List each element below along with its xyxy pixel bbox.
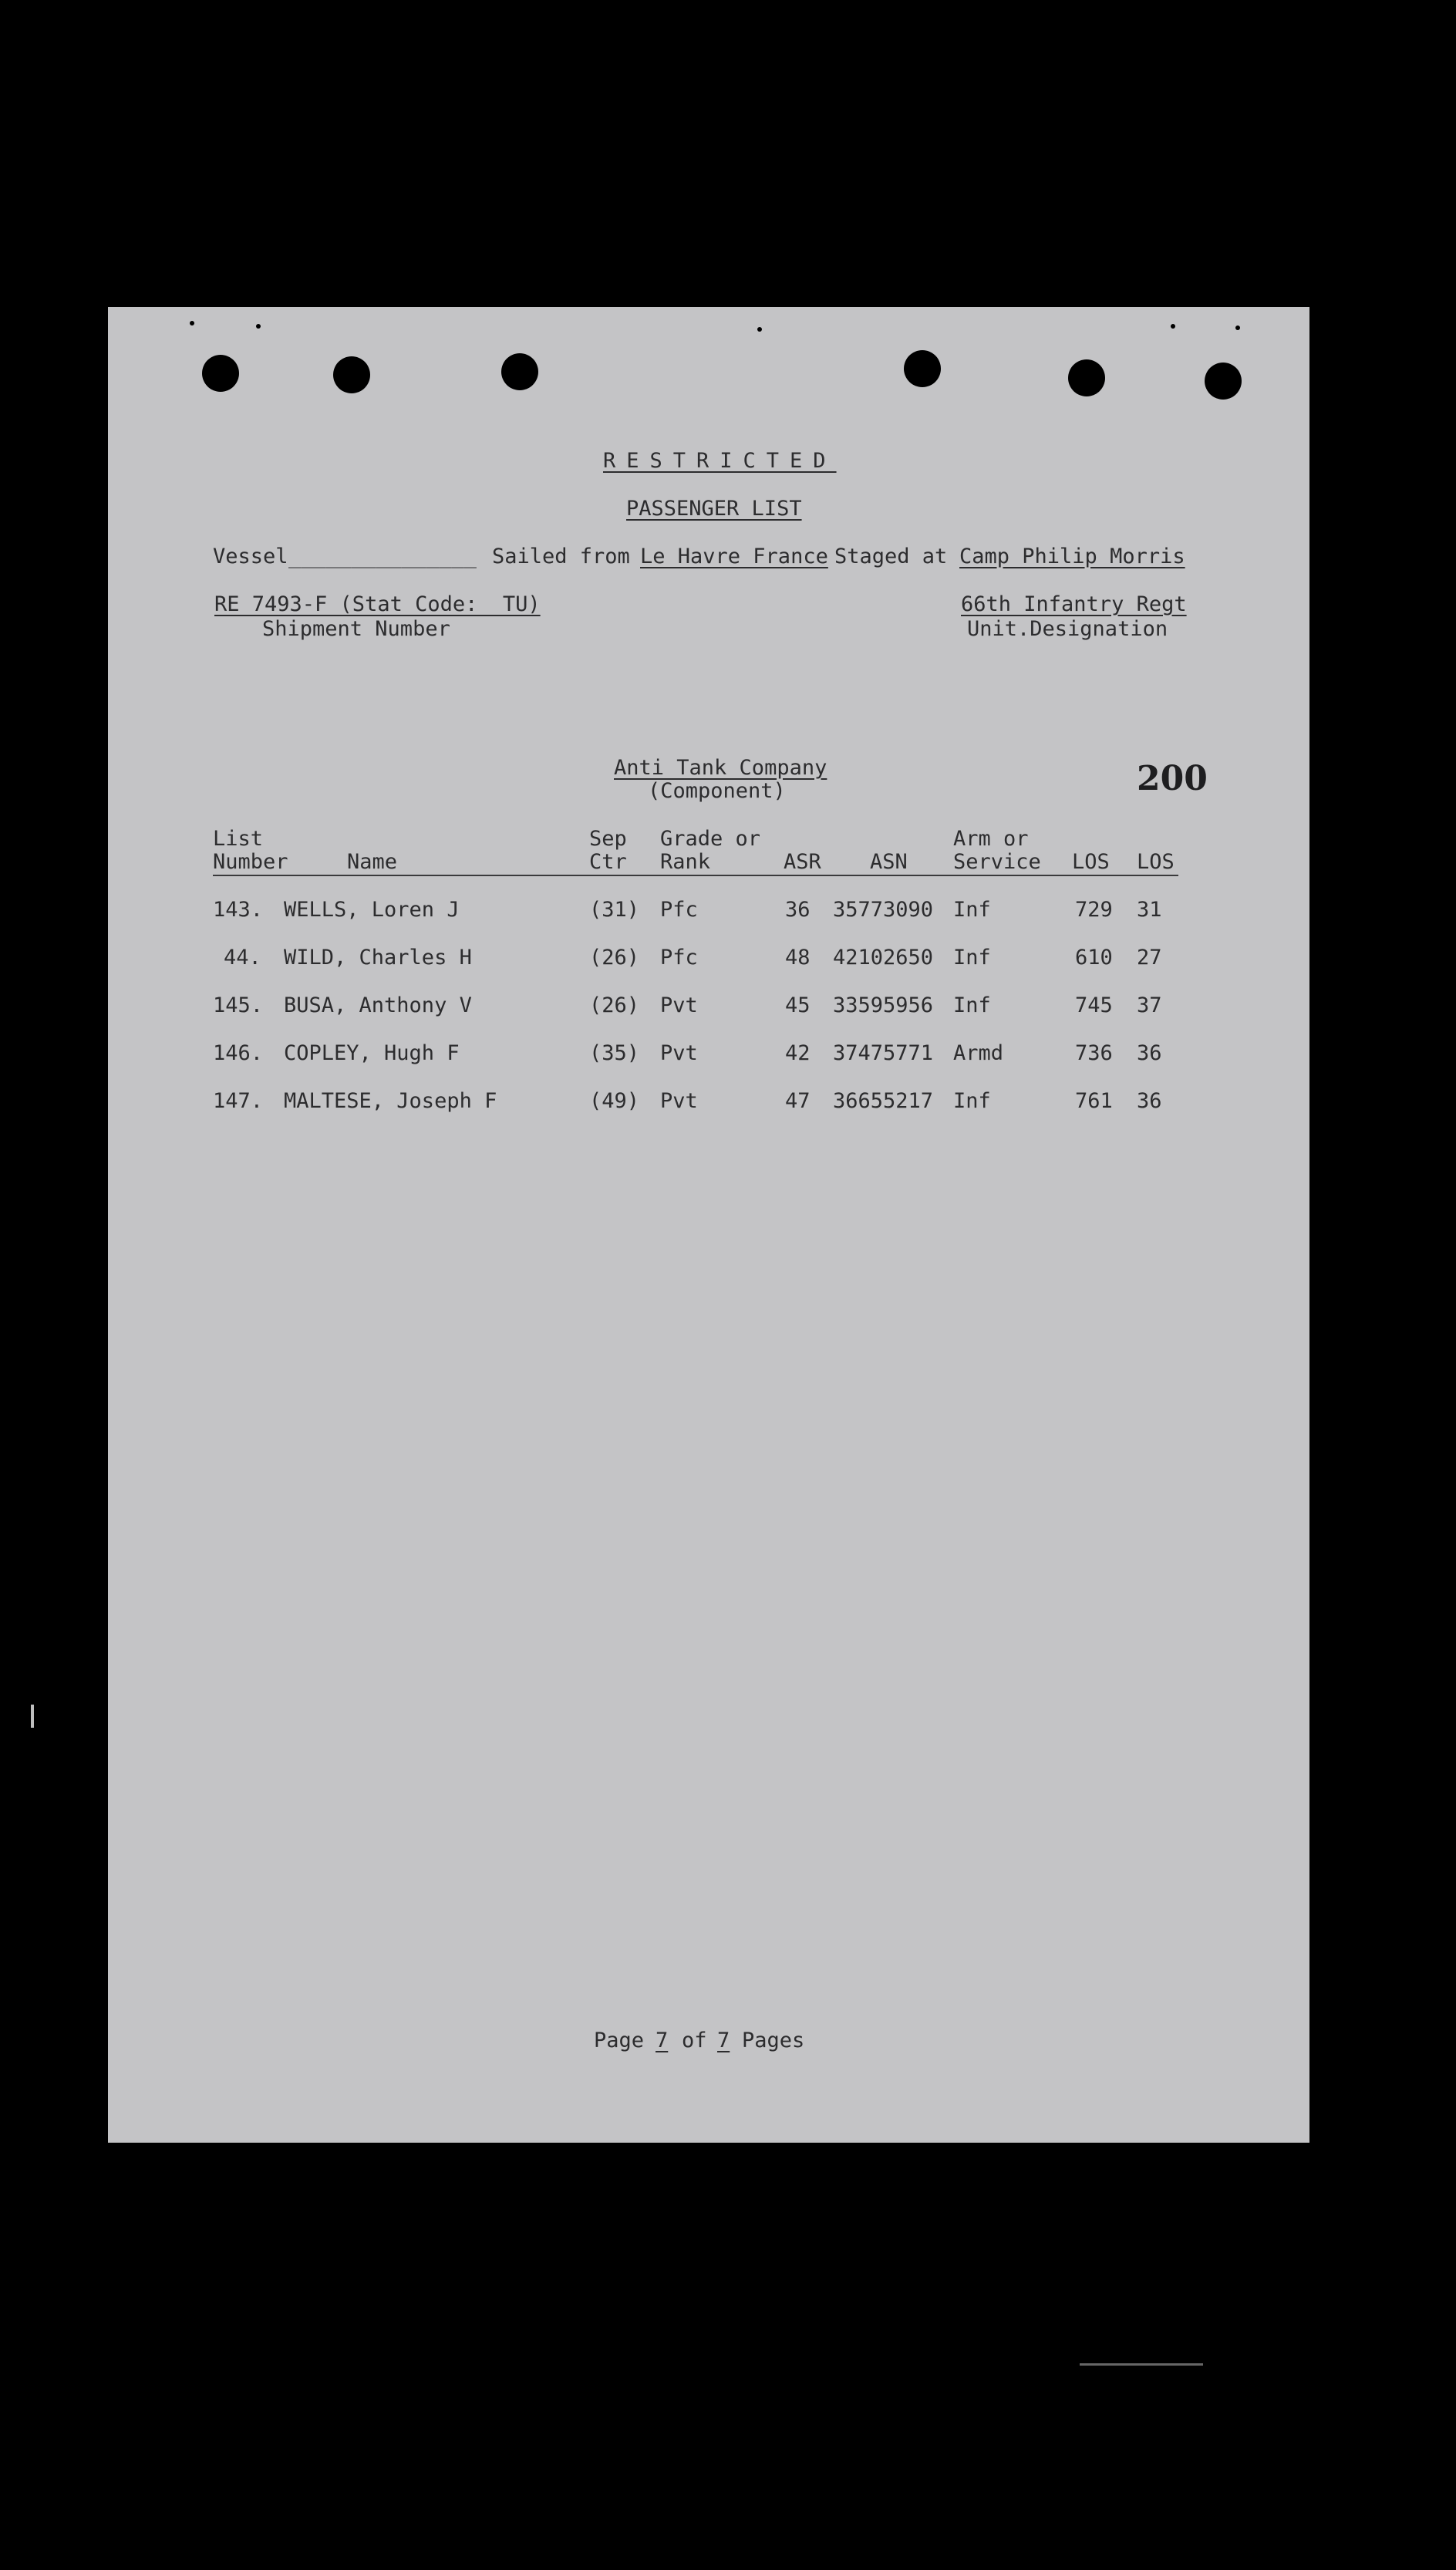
- row-los1: 729: [1075, 898, 1113, 922]
- row-name: WELLS, Loren J: [284, 898, 460, 922]
- row-grade: Pfc: [660, 946, 698, 970]
- speck: [757, 327, 762, 332]
- row-number: 44.: [224, 946, 261, 970]
- row-arm: Inf: [953, 898, 991, 922]
- row-arm: Inf: [953, 1089, 991, 1113]
- speck: [256, 324, 261, 329]
- row-sep-ctr: (35): [589, 1041, 640, 1065]
- row-los2: 31: [1137, 898, 1162, 922]
- row-sep-ctr: (26): [589, 946, 640, 970]
- row-arm: Inf: [953, 946, 991, 970]
- scan-mark: [31, 1705, 34, 1728]
- header-underline: [213, 875, 1178, 876]
- component-label: (Component): [648, 779, 786, 803]
- col-arm-1: Arm or: [953, 827, 1029, 851]
- row-sep-ctr: (31): [589, 898, 640, 922]
- row-los1: 736: [1075, 1041, 1113, 1065]
- component-value: Anti Tank Company: [614, 756, 827, 780]
- row-sep-ctr: (26): [589, 993, 640, 1017]
- row-los2: 27: [1137, 946, 1162, 970]
- pages-label: Pages: [742, 2029, 805, 2052]
- row-number: 147.: [213, 1089, 264, 1113]
- row-grade: Pvt: [660, 1041, 698, 1065]
- col-list-number-2: Number: [213, 850, 288, 874]
- punch-hole: [501, 353, 538, 390]
- col-grade-1: Grade or: [660, 827, 761, 851]
- row-number: 145.: [213, 993, 264, 1017]
- row-name: WILD, Charles H: [284, 946, 472, 970]
- row-grade: Pvt: [660, 993, 698, 1017]
- passenger-list-page: [108, 307, 1309, 2143]
- row-grade: Pfc: [660, 898, 698, 922]
- col-asn: ASN: [870, 850, 908, 874]
- stamp-number: 200: [1137, 759, 1208, 798]
- col-arm-2: Service: [953, 850, 1041, 874]
- staged-at-label: Staged at: [834, 545, 948, 568]
- row-asn: 37475771: [833, 1041, 934, 1065]
- speck: [190, 321, 194, 325]
- row-los2: 36: [1137, 1041, 1162, 1065]
- of-label: of: [682, 2029, 707, 2052]
- row-los1: 745: [1075, 993, 1113, 1017]
- row-sep-ctr: (49): [589, 1089, 640, 1113]
- col-sep-2: Ctr: [589, 850, 627, 874]
- row-asr: 42: [785, 1041, 811, 1065]
- col-grade-2: Rank: [660, 850, 711, 874]
- row-name: COPLEY, Hugh F: [284, 1041, 460, 1065]
- sailed-from-value: Le Havre France: [640, 545, 828, 568]
- shipment-number-label: Shipment Number: [262, 617, 450, 641]
- col-los-2: LOS: [1137, 850, 1175, 874]
- page-total: 7: [717, 2029, 730, 2052]
- sailed-from-label: Sailed from: [492, 545, 630, 568]
- scan-mark: [1080, 2363, 1203, 2366]
- shipment-number-value: RE 7493-F (Stat Code: TU): [214, 592, 541, 616]
- col-sep-1: Sep: [589, 827, 627, 851]
- row-asr: 48: [785, 946, 811, 970]
- speck: [1235, 325, 1240, 330]
- vessel-blank: _______________: [288, 545, 477, 568]
- row-asn: 42102650: [833, 946, 934, 970]
- row-asn: 36655217: [833, 1089, 934, 1113]
- row-number: 143.: [213, 898, 264, 922]
- punch-hole: [202, 355, 239, 392]
- row-arm: Inf: [953, 993, 991, 1017]
- row-asn: 35773090: [833, 898, 934, 922]
- punch-hole: [333, 356, 370, 393]
- punch-hole: [904, 350, 941, 387]
- unit-designation-value: 66th Infantry Regt: [961, 592, 1187, 616]
- row-asr: 36: [785, 898, 811, 922]
- page-label: Page: [594, 2029, 645, 2052]
- col-name: Name: [347, 850, 398, 874]
- row-los2: 36: [1137, 1089, 1162, 1113]
- punch-hole: [1068, 359, 1105, 396]
- row-name: MALTESE, Joseph F: [284, 1089, 497, 1113]
- col-list-number-1: List: [213, 827, 264, 851]
- passenger-list-title: PASSENGER LIST: [626, 497, 802, 521]
- row-arm: Armd: [953, 1041, 1004, 1065]
- row-number: 146.: [213, 1041, 264, 1065]
- row-los2: 37: [1137, 993, 1162, 1017]
- restricted-heading: RESTRICTED: [603, 449, 837, 473]
- row-los1: 761: [1075, 1089, 1113, 1113]
- speck: [1171, 324, 1175, 329]
- col-los-1: LOS: [1072, 850, 1110, 874]
- row-name: BUSA, Anthony V: [284, 993, 472, 1017]
- vessel-label: Vessel: [213, 545, 288, 568]
- punch-hole: [1205, 363, 1242, 400]
- row-asn: 33595956: [833, 993, 934, 1017]
- page-current: 7: [656, 2029, 669, 2052]
- staged-at-value: Camp Philip Morris: [959, 545, 1185, 568]
- col-asr: ASR: [784, 850, 821, 874]
- row-asr: 47: [785, 1089, 811, 1113]
- row-asr: 45: [785, 993, 811, 1017]
- row-los1: 610: [1075, 946, 1113, 970]
- unit-designation-label: Unit.Designation: [967, 617, 1168, 641]
- row-grade: Pvt: [660, 1089, 698, 1113]
